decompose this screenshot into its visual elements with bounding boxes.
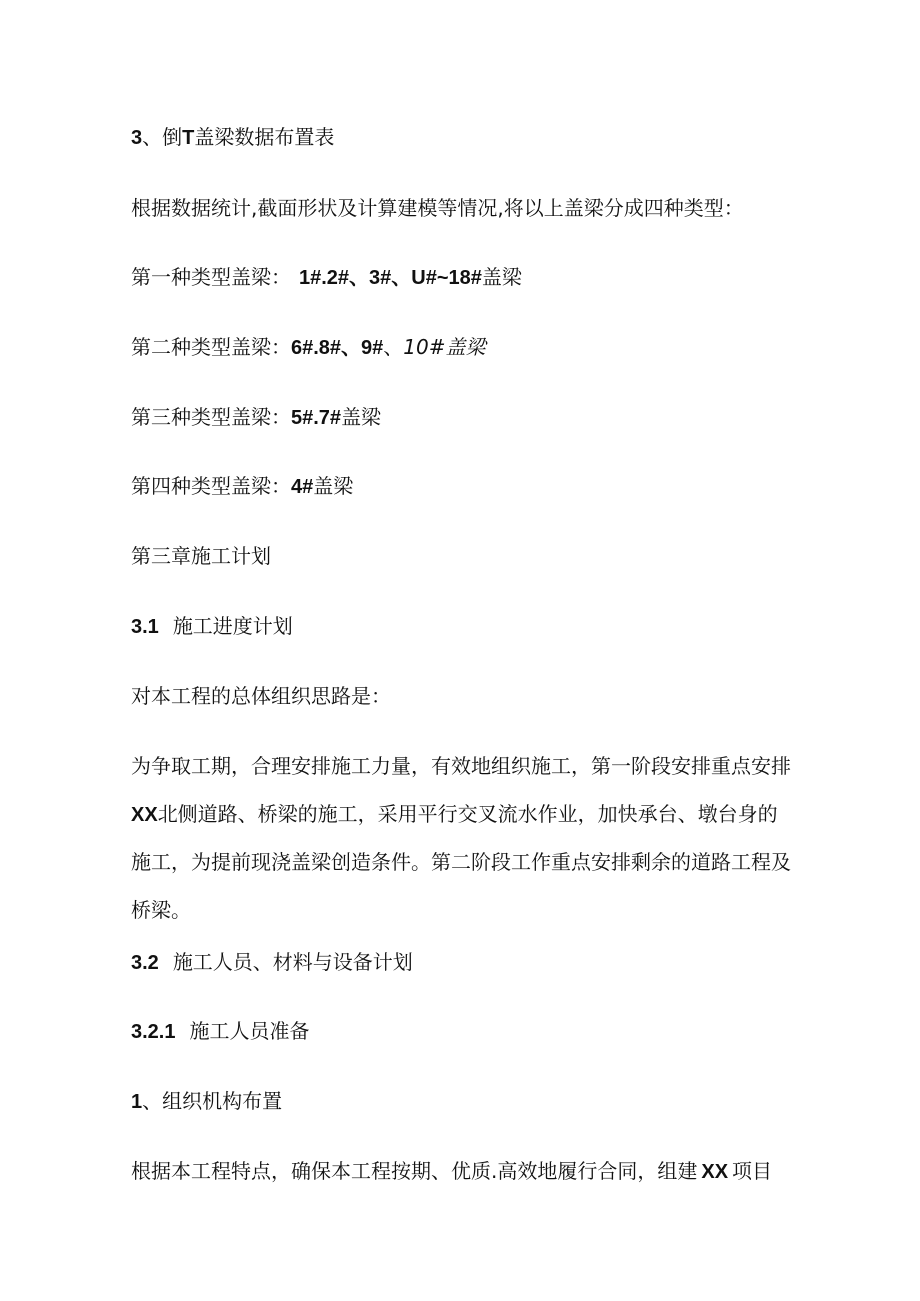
section-title-t: T — [182, 127, 195, 149]
item-heading-1 — [131, 1089, 282, 1114]
beam-type-2 — [131, 335, 486, 360]
section-title: 施工人员准备 — [189, 1019, 310, 1043]
beam-sep: 、 — [383, 335, 404, 359]
paragraph-line-2 — [131, 791, 793, 840]
last-line-tail: 项目 — [732, 1159, 773, 1183]
beam-type-1 — [131, 265, 522, 290]
section-number: 3.1 — [131, 616, 159, 638]
beam-type-label: 第四种类型盖梁： — [131, 474, 291, 498]
paragraph-line-2-text: 北侧道路、桥梁的施工，采用平行交叉流水作业，加快承台、墩台身的 — [157, 801, 778, 826]
overall-idea-text: 对本工程的总体组织思路是： — [131, 684, 391, 708]
section-heading-3-2-1 — [131, 1019, 309, 1044]
section-title: 施工人员、材料与设备计划 — [172, 950, 413, 974]
last-paragraph-line — [131, 1159, 772, 1184]
last-line-text: 根据本工程特点，确保本工程按期、优质.高效地履行合同，组建 — [131, 1159, 698, 1183]
beam-suffix: 盖梁 — [313, 474, 354, 498]
beam-list: 6#.8#、9# — [291, 337, 384, 359]
item-number: 1 — [131, 1091, 143, 1113]
placeholder-xx: XX — [701, 1161, 729, 1183]
beam-type-label: 第二种类型盖梁： — [131, 335, 291, 359]
section-number: 3.2.1 — [131, 1021, 176, 1043]
section-number: 3.2 — [131, 952, 159, 974]
beam-list: 1#.2#、3#、U#~18# — [299, 267, 482, 289]
paragraph-line-4: 桥梁。 — [131, 897, 191, 922]
intro-paragraph: 根据数据统计,截面形状及计算建模等情况,将以上盖梁分成四种类型： — [131, 196, 744, 220]
beam-suffix: 盖梁 — [481, 265, 522, 289]
paragraph-line-1: 为争取工期，合理安排施工力量，有效地组织施工，第一阶段安排重点安排 — [131, 754, 791, 778]
beam-type-label: 第三种类型盖梁： — [131, 405, 291, 429]
item-title: 、组织机构布置 — [142, 1089, 283, 1113]
beam-list: 5#.7# — [291, 407, 342, 429]
construction-paragraph — [131, 743, 793, 934]
section-title-sep: 、倒 — [142, 125, 183, 149]
section-heading-3-1 — [131, 614, 293, 639]
beam-list: 4# — [291, 476, 314, 498]
section-title: 施工进度计划 — [172, 614, 293, 638]
section-heading-3-2 — [131, 950, 413, 975]
paragraph-line-3: 施工，为提前现浇盖梁创造条件。第二阶段工作重点安排剩余的道路工程及 — [131, 850, 791, 874]
section-title-rest: 盖梁数据布置表 — [194, 125, 335, 149]
section-number: 3 — [131, 127, 143, 149]
beam-type-3 — [131, 405, 381, 430]
placeholder-xx: XX — [131, 803, 158, 826]
beam-type-label: 第一种类型盖梁： — [131, 265, 291, 289]
beam-suffix: 盖梁 — [341, 405, 382, 429]
chapter-heading: 第三章施工计划 — [131, 544, 271, 568]
section-title-3 — [131, 125, 334, 150]
beam-italic-suffix: 10#盖梁 — [403, 335, 486, 359]
beam-type-4 — [131, 474, 353, 499]
